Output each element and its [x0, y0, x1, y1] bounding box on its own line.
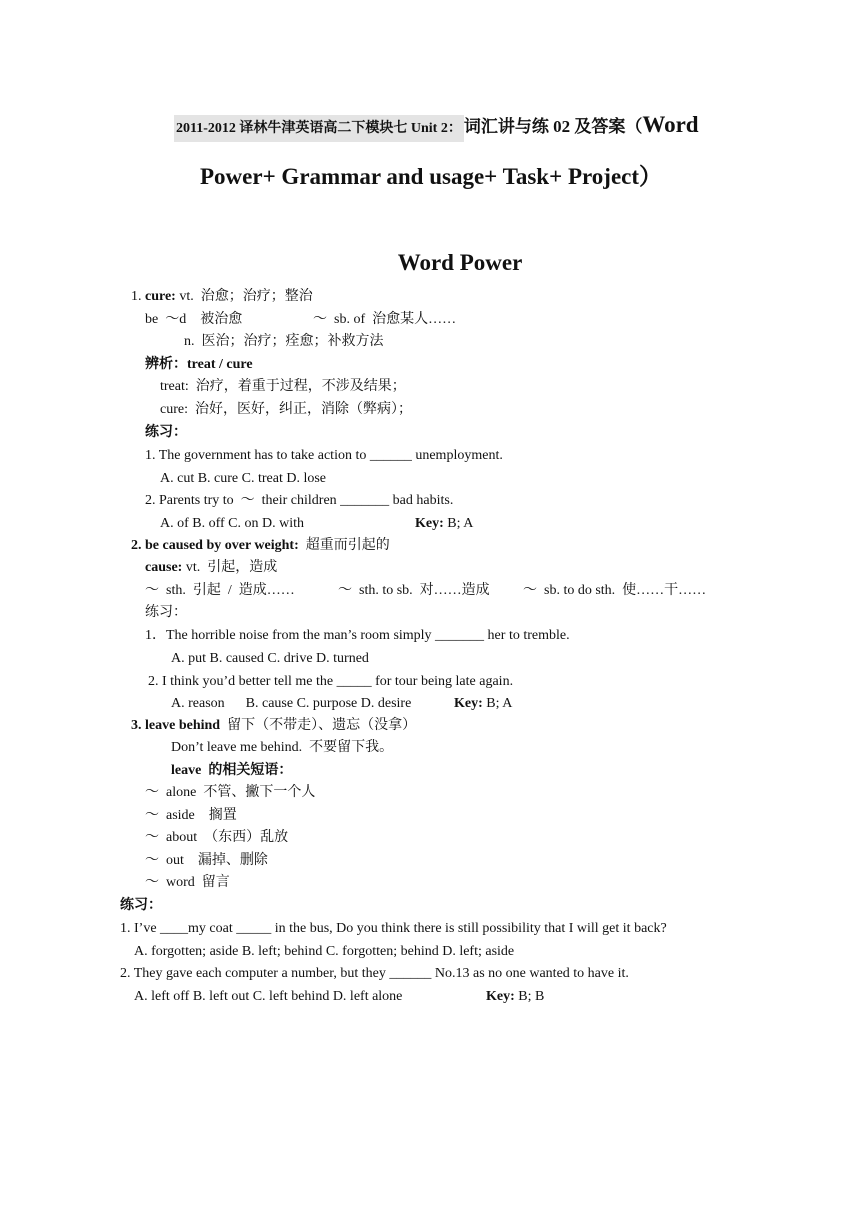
cause-word: cause:	[145, 560, 183, 575]
leave-phrase-word: ～ word 留言	[145, 875, 230, 890]
cure-question-1: 1. The government has to take action to ______ unemployment.	[145, 448, 503, 463]
leave-phrase-out: ～ out 漏掉、删除	[145, 853, 268, 868]
cause-question-2: 2. I think you’d better tell me the _____ for tour being late again.	[148, 674, 514, 689]
leave-related-heading	[171, 762, 292, 780]
cause-definition: vt. 引起，造成	[182, 560, 278, 575]
leave-phrase: 3. leave behind	[131, 718, 221, 733]
treat-explanation: treat: 治疗，着重于过程，不涉及结果；	[160, 379, 406, 394]
cause-answer-key	[454, 695, 512, 713]
cause-heading	[131, 537, 390, 555]
leave-phrase-definition: 留下（不带走）、遗忘（没拿）	[220, 718, 417, 733]
section-title: Word Power	[397, 250, 523, 275]
leave-phrase-alone: ～ alone 不管、撇下一个人	[145, 785, 316, 800]
leave-example: Don’t leave me behind. 不要留下我。	[171, 740, 394, 755]
cause-question-2-options: A. reason B. cause C. purpose D. desire	[171, 696, 412, 711]
leave-practice-label: 练习：	[120, 898, 162, 913]
cause-phrase: 2. be caused by over weight:	[131, 538, 299, 553]
cause-key-label: Key:	[454, 696, 483, 711]
cure-practice-label: 练习：	[145, 425, 187, 440]
leave-heading	[131, 717, 416, 735]
cause-practice-label: 练习：	[145, 605, 187, 620]
leave-related-word: leave	[171, 763, 202, 778]
title-rest: 词汇讲与练 02 及答案（	[463, 117, 643, 136]
cause-phrase-to-sb: ～ sth. to sb. 对……造成	[338, 583, 490, 598]
cure-phrase-passive: be ～d 被治愈	[145, 312, 243, 327]
title-word: Word	[642, 112, 699, 137]
cure-explanation: cure: 治好，医好，纠正，消除（弊病）；	[160, 402, 412, 417]
cure-bianxi: 辨析：treat / cure	[145, 357, 253, 372]
cure-key-label: Key:	[415, 516, 444, 531]
cure-question-2-options: A. of B. off C. on D. with	[160, 516, 305, 531]
document-title-line2: Power+ Grammar and usage+ Task+ Project）	[200, 164, 663, 189]
leave-question-1-options: A. forgotten; aside B. left; behind C. forgotten; behind D. left; aside	[134, 944, 515, 959]
cure-key-value: B; A	[443, 516, 474, 531]
cure-phrase-of: ～ sb. of 治愈某人……	[313, 312, 457, 327]
cause-key-value: B; A	[482, 696, 513, 711]
cure-number: 1.	[131, 289, 142, 304]
cause-subheading	[145, 559, 277, 577]
cure-noun-definition: n. 医治；治疗；痊愈；补救方法	[184, 334, 384, 349]
cure-definition: vt. 治愈；治疗；整治	[175, 289, 313, 304]
cure-word: cure:	[145, 289, 176, 304]
leave-question-2: 2. They gave each computer a number, but they ______ No.13 as no one wanted to have it.	[120, 966, 629, 981]
cause-question-1: 1．The horrible noise from the man’s room simply _______ her to tremble.	[145, 628, 570, 643]
leave-related-label: 的相关短语：	[201, 763, 293, 778]
cure-question-2: 2. Parents try to ～ their children _______ bad habits.	[145, 493, 454, 508]
leave-key-label: Key:	[486, 989, 515, 1004]
cure-heading	[131, 288, 313, 306]
cause-phrase-definition: 超重而引起的	[298, 538, 390, 553]
leave-question-2-options: A. left off B. left out C. left behind D. left alone	[134, 989, 403, 1004]
cause-question-1-options: A. put B. caused C. drive D. turned	[171, 651, 369, 666]
cause-phrase-to-do: ～ sb. to do sth. 使……干……	[523, 583, 707, 598]
leave-key-value: B; B	[514, 989, 545, 1004]
title-highlight: 2011-2012 译林牛津英语高二下模块七 Unit 2：	[174, 115, 464, 142]
cause-phrase-sth: ～ sth. 引起 / 造成……	[145, 583, 295, 598]
cure-question-1-options: A. cut B. cure C. treat D. lose	[160, 471, 327, 486]
leave-answer-key	[486, 988, 544, 1006]
leave-phrase-about: ～ about （东西）乱放	[145, 830, 289, 845]
leave-question-1: 1. I’ve ____my coat _____ in the bus, Do you think there is still possibility that I will get it back?	[120, 921, 667, 936]
document-title-line1	[174, 112, 699, 142]
cure-answer-key	[415, 515, 473, 533]
leave-phrase-aside: ～ aside 搁置	[145, 808, 237, 823]
